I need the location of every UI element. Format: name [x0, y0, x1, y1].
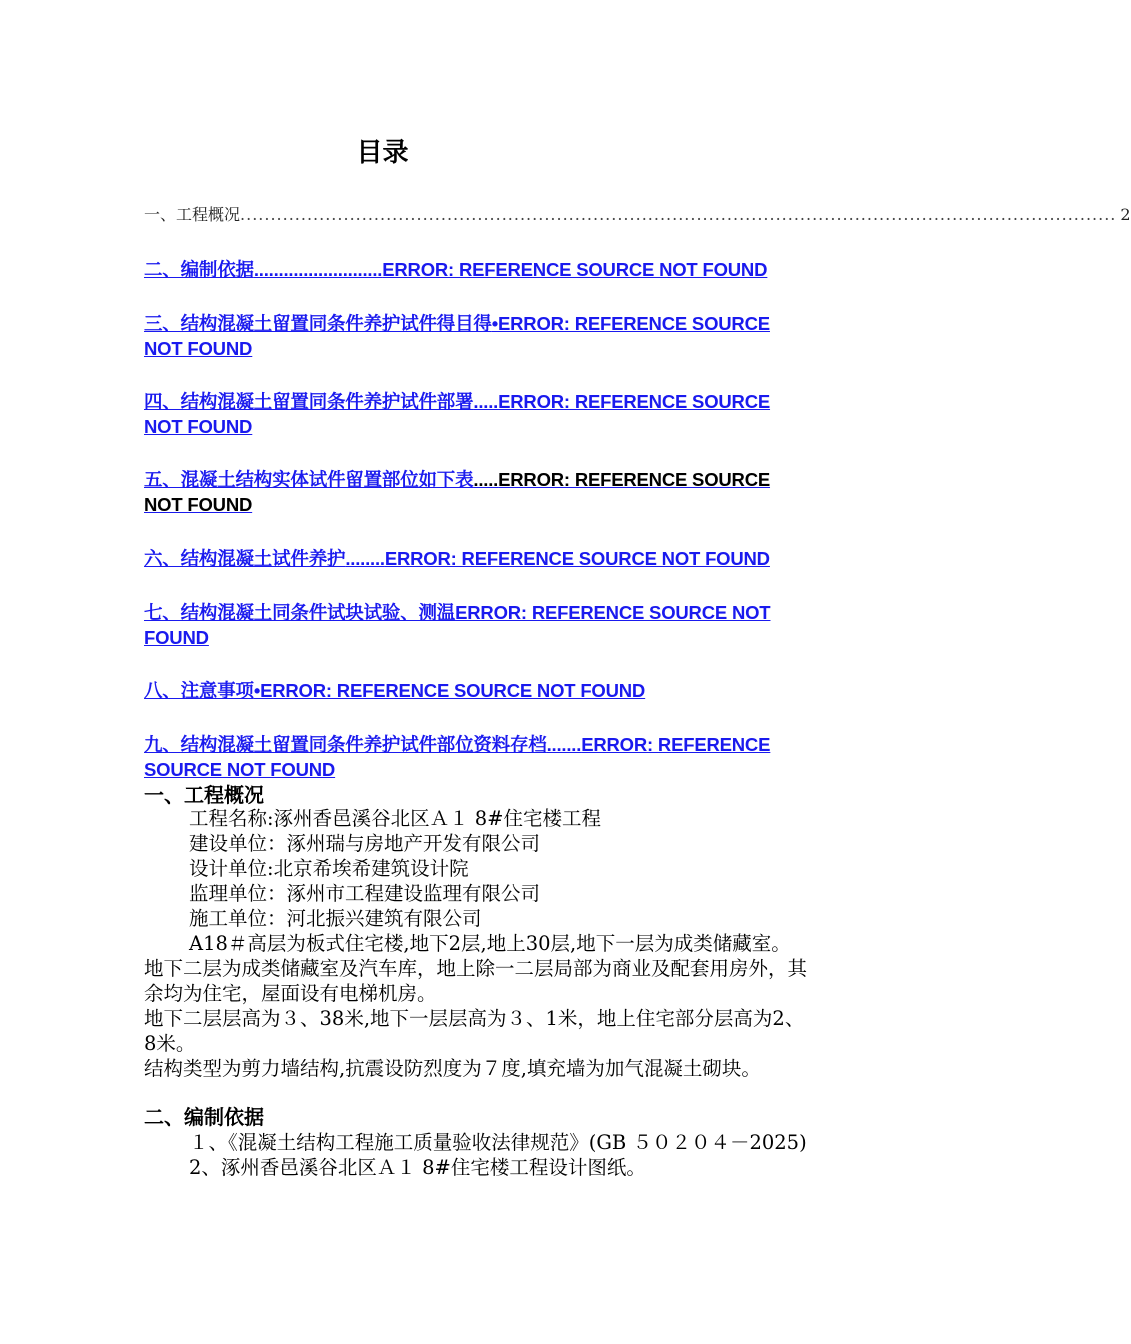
toc-entry-7-label: 七、结构混凝土同条件试块试验、测温	[144, 602, 456, 623]
toc-entry-5[interactable]	[144, 467, 806, 517]
toc-entry-8-label: 八、注意事项	[144, 680, 254, 701]
toc-entry-3[interactable]	[144, 311, 806, 361]
toc-entry-9-error: ERROR: REFERENCE SOURCE NOT FOUND	[144, 734, 771, 780]
toc-entry-9[interactable]	[144, 732, 806, 782]
section-1-heading: 一、工程概况	[144, 783, 264, 807]
floor-heights: 地下二层层高为３、38米,地下一层层高为３、1米，地上住宅部分层高为2、8米。	[144, 1007, 805, 1055]
toc-entry-4-error: ERROR: REFERENCE SOURCE NOT FOUND	[144, 391, 771, 437]
toc-entry-2[interactable]	[144, 257, 806, 282]
basis-item-1: １、《混凝土结构工程施工质量验收法律规范》(GB ５０２０４－2025)	[189, 1131, 807, 1154]
toc-entry-9-label: 九、结构混凝土留置同条件养护试件部位资料存档	[144, 734, 547, 755]
contractor-line: 施工单位：河北振兴建筑有限公司	[189, 907, 482, 930]
toc-entry-8[interactable]	[144, 678, 806, 703]
toc-entry-6-error: ERROR: REFERENCE SOURCE NOT FOUND	[384, 548, 770, 569]
toc-title: 目录	[356, 138, 409, 168]
toc-entry-3-label: 三、结构混凝土留置同条件养护试件得目得	[144, 313, 492, 334]
toc-entry-2-label: 二、编制依据	[144, 259, 254, 280]
designer-line: 设计单位:北京希埃希建筑设计院	[189, 857, 469, 880]
toc-entry-1-page: 2	[1120, 205, 1131, 224]
toc-entry-2-leader: ..........................	[253, 259, 383, 280]
section-1-info	[144, 806, 808, 1081]
structure-type: 结构类型为剪力墙结构,抗震设防烈度为７度,填充墙为加气混凝土砌块。	[144, 1057, 761, 1080]
toc-entry-6-label: 六、结构混凝土试件养护	[144, 548, 346, 569]
project-name-line: 工程名称:涿州香邑溪谷北区Ａ１ 8#住宅楼工程	[189, 807, 602, 830]
toc-entry-3-leader: •	[491, 313, 498, 334]
toc-entry-7[interactable]	[144, 600, 806, 650]
toc-entry-7-error: ERROR: REFERENCE SOURCE NOT FOUND	[144, 602, 771, 648]
section-2-list	[144, 1130, 808, 1180]
toc-entry-1[interactable]	[144, 204, 1131, 226]
toc-entry-5-error: ERROR: REFERENCE SOURCE NOT FOUND	[144, 469, 771, 515]
building-description: A18＃高层为板式住宅楼,地下2层,地上30层,地下一层为成类储藏室。地下二层为成类储藏室及汽车库，地上除一二层局部为商业及配套用房外，其余均为住宅，屋面设有电梯机房。	[144, 932, 808, 1005]
toc-entry-4-label: 四、结构混凝土留置同条件养护试件部署	[144, 391, 474, 412]
toc-entry-5-label: 五、混凝土结构实体试件留置部位如下表	[144, 469, 474, 490]
supervisor-line: 监理单位：涿州市工程建设监理有限公司	[189, 882, 541, 905]
developer-line: 建设单位：涿州瑞与房地产开发有限公司	[189, 832, 541, 855]
toc-entry-2-error: ERROR: REFERENCE SOURCE NOT FOUND	[382, 259, 768, 280]
basis-item-2: 2、涿州香邑溪谷北区Ａ１ 8#住宅楼工程设计图纸。	[189, 1156, 646, 1179]
toc-entry-1-label: 一、工程概况	[144, 205, 241, 224]
toc-entry-5-leader: .....	[473, 469, 499, 490]
toc-entry-6[interactable]	[144, 546, 806, 571]
toc-entry-4[interactable]	[144, 389, 806, 439]
toc-entry-9-leader: .......	[546, 734, 582, 755]
toc-entry-1-leader: ................................................................................................................................................	[240, 205, 1117, 224]
section-2-heading: 二、编制依据	[144, 1105, 264, 1129]
toc-entry-4-leader: .....	[473, 391, 499, 412]
toc-entry-3-error: ERROR: REFERENCE SOURCE NOT FOUND	[144, 313, 770, 359]
toc-entry-6-leader: ........	[345, 548, 385, 569]
toc-entry-8-leader: •	[253, 680, 261, 701]
toc-entry-8-error: ERROR: REFERENCE SOURCE NOT FOUND	[260, 680, 646, 701]
